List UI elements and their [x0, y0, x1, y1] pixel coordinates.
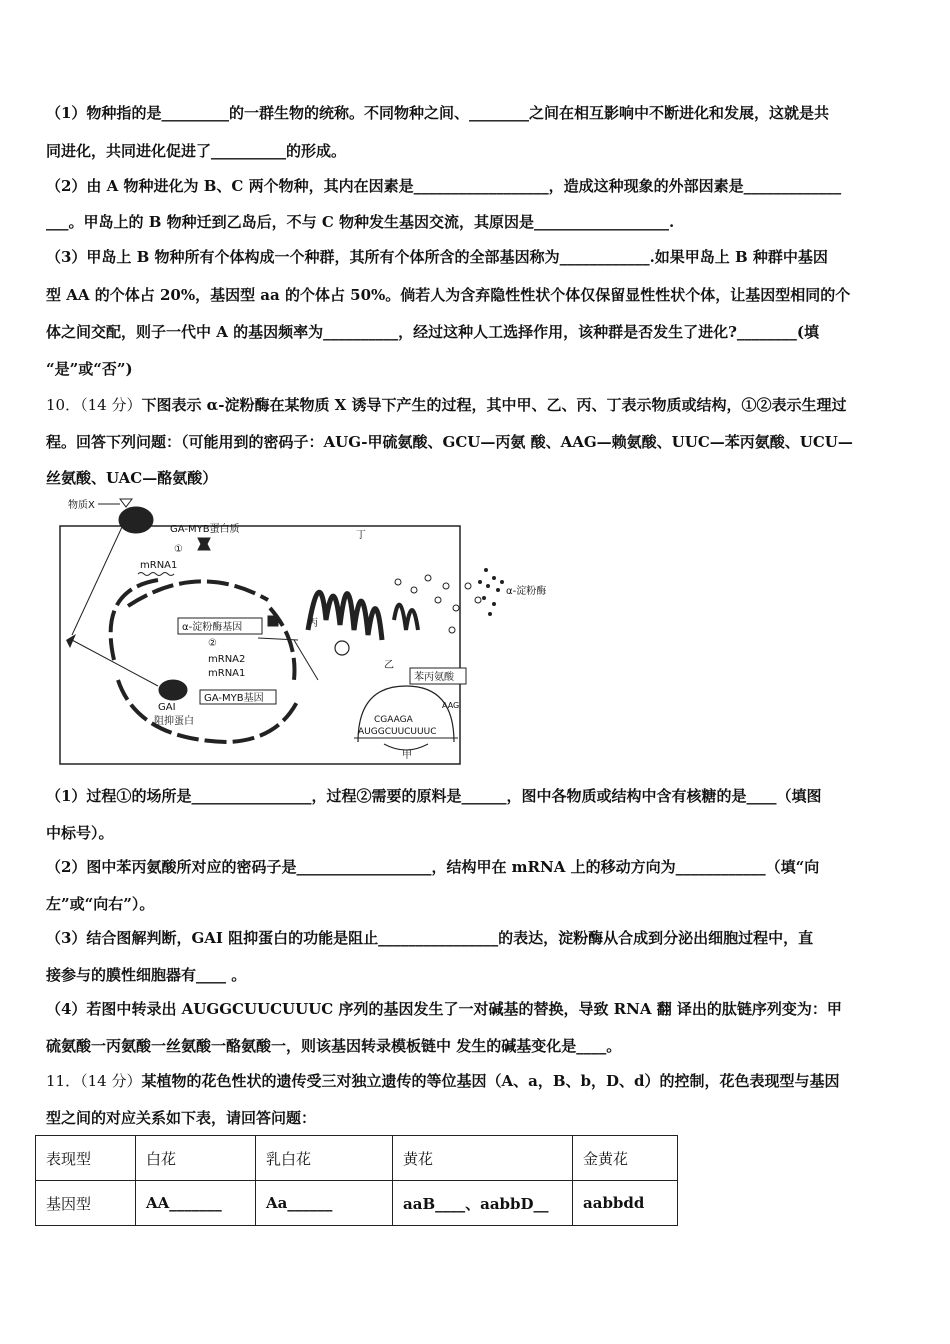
label-amylase: α-淀粉酶: [506, 586, 547, 597]
endoplasmic-reticulum: [308, 592, 382, 640]
q9-line-2: 同进化，共同进化促进了__________的形成。: [46, 142, 347, 160]
q9-line-8: “是”或“否”): [46, 360, 133, 378]
label-mrna2: mRNA2: [208, 654, 246, 665]
table-cell: AA_______: [136, 1181, 256, 1226]
q9-line-6: 型 AA 的个体占 20%，基因型 aa 的个体占 50%。倘若人为含弃隐性性状个体仅保留显性性状个体，让基因型相同的个: [46, 286, 851, 304]
substance-x-triangle: [120, 499, 132, 507]
genotype-table: [35, 1135, 678, 1226]
gai-blob: [159, 680, 187, 700]
label-yi: 乙: [384, 660, 394, 671]
table-cell: 白花: [136, 1136, 256, 1181]
table-row: [36, 1181, 678, 1226]
q10-text-1: 下图表示 α-淀粉酶在某物质 X 诱导下产生的过程，其中甲、乙、丙、丁表示物质或结构，①②表示生理过: [141, 396, 847, 414]
label-ga-myb-protein: GA-MYB蛋白质: [170, 524, 240, 535]
q10-line-2: 程。回答下列问题：（可能用到的密码子：AUG-甲硫氨酸、GCU—丙氨 酸、AAG—赖氨酸、UUC—苯丙氨酸、UCU—: [46, 433, 853, 451]
q11-line-2: 型之间的对应关系如下表，请回答问题：: [46, 1109, 317, 1127]
ga-myb-protein-shape: [198, 538, 210, 550]
q9-line-4: ___。甲岛上的 B 物种迁到乙岛后，不与 C 物种发生基因交流，其原因是__________________.: [46, 213, 675, 231]
q10-answer-4: 左”或“向右”）。: [46, 895, 155, 913]
label-phe: 苯丙氨酸: [414, 672, 454, 683]
q10-answer-5: （3）结合图解判断，GAI 阻抑蛋白的功能是阻止________________的表达，淀粉酶从合成到分泌出细胞过程中，直: [46, 929, 814, 947]
label-ga-myb-gene: GA-MYB基因: [204, 693, 264, 704]
q9-line-3: （2）由 A 物种进化为 B、C 两个物种，其内在因素是__________________，造成这种现象的外部因素是_____________: [46, 177, 842, 195]
label-substance-x: 物质X: [68, 500, 95, 511]
label-mrna-seq: AUGGCUUCUUUC: [358, 727, 437, 737]
label-ding: 丁: [356, 530, 366, 541]
label-mrna1-mid: mRNA1: [208, 668, 246, 679]
q10-number: 10．（14 分）: [46, 396, 142, 414]
q10-line-3: 丝氨酸、UAC—酪氨酸）: [46, 469, 218, 487]
q10-answer-6: 接参与的膜性细胞器有____ 。: [46, 966, 247, 984]
q9-line-5: （3）甲岛上 B 物种所有个体构成一个种群，其所有个体所含的全部基因称为____________.如果甲岛上 B 种群中基因: [46, 248, 828, 266]
label-bing: 丙: [308, 618, 318, 629]
q11-line-1: [46, 1070, 839, 1091]
q10-line-1: [46, 394, 847, 415]
table-cell: 基因型: [36, 1181, 136, 1226]
label-mrna1-top: mRNA1: [140, 560, 178, 571]
q11-number: 11．（14 分）: [46, 1072, 142, 1090]
table-cell: Aa______: [256, 1181, 393, 1226]
amylase-diagram: [58, 490, 578, 770]
table-cell: 乳白花: [256, 1136, 393, 1181]
q10-answer-8: 硫氨酸一丙氨酸一丝氨酸一酪氨酸一，则该基因转录模板链中 发生的碱基变化是____。: [46, 1037, 622, 1055]
label-jia: 甲: [402, 750, 412, 761]
q10-answer-7: （4）若图中转录出 AUGGCUUCUUUC 序列的基因发生了一对碱基的替换，导致 RNA 翻 译出的肽链序列变为：甲: [46, 1000, 842, 1018]
q10-answer-1: （1）过程①的场所是________________，过程②需要的原料是______，图中各物质或结构中含有核糖的是____（填图: [46, 787, 822, 805]
label-amylase-gene: α-淀粉酶基因: [182, 622, 243, 633]
receptor-blob: [119, 507, 153, 533]
q11-text-1: 某植物的花色性状的遗传受三对独立遗传的等位基因（A、a，B、b，D、d）的控制，花色表现型与基因: [141, 1072, 840, 1090]
mrna1-wave: [138, 573, 174, 576]
label-step2: ②: [208, 638, 217, 649]
label-step1: ①: [174, 544, 183, 555]
table-cell: aabbdd: [573, 1181, 678, 1226]
table-cell: 表现型: [36, 1136, 136, 1181]
label-gai-protein: 阻抑蛋白: [154, 716, 194, 727]
label-gai: GAI: [158, 702, 176, 713]
amylase-dots: [478, 568, 504, 616]
table-row: [36, 1136, 678, 1181]
table-cell: aaB____、aabbD__: [393, 1181, 573, 1226]
table-cell: 金黄花: [573, 1136, 678, 1181]
table-cell: 黄花: [393, 1136, 573, 1181]
q10-answer-2: 中标号）。: [46, 824, 114, 842]
q9-line-7: 体之间交配，则子一代中 A 的基因频率为__________，经过这种人工选择作用，该种群是否发生了进化?________(填: [46, 323, 819, 341]
q9-line-1: （1）物种指的是_________的一群生物的统称。不同物种之间、________之间在相互影响中不断进化和发展，这就是共: [46, 104, 829, 122]
label-anticodons: CGAAGA: [374, 715, 413, 725]
label-aag: AAG: [442, 701, 460, 710]
q10-answer-3: （2）图中苯丙氨酸所对应的密码子是__________________，结构甲在 mRNA 上的移动方向为____________（填“向: [46, 858, 820, 876]
